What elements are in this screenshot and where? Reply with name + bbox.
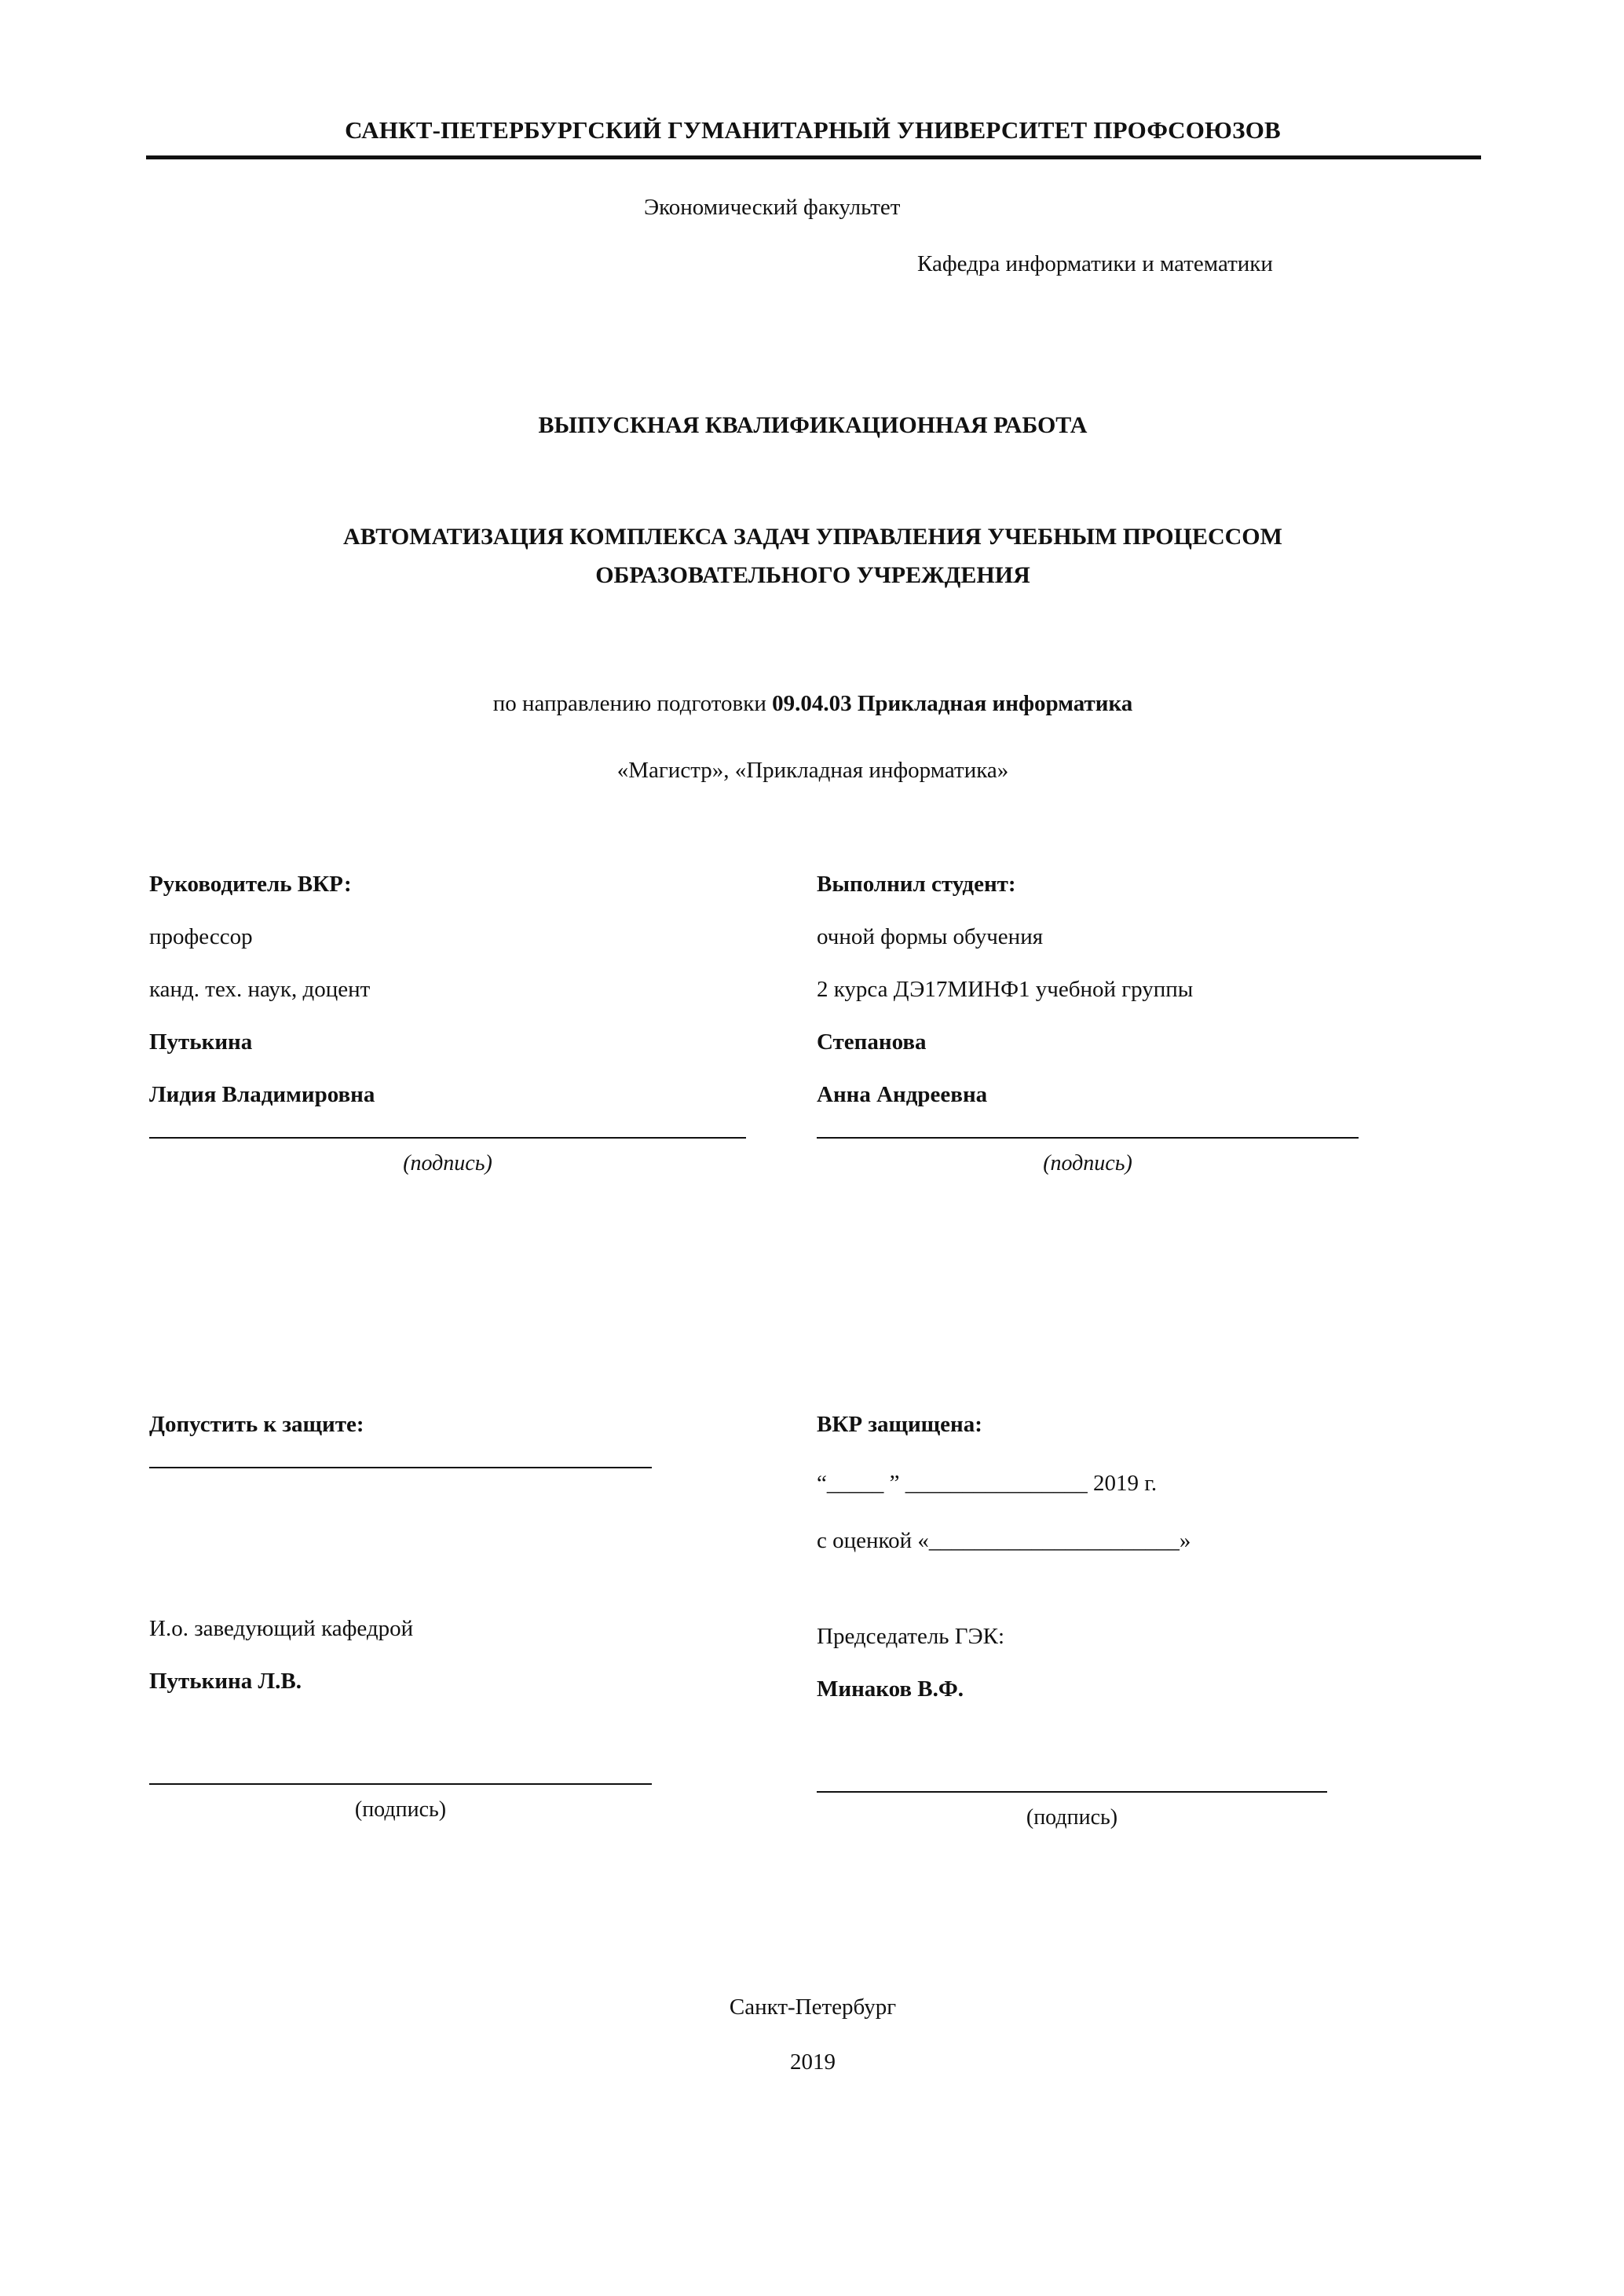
student-signature-line [817,1136,1359,1139]
head-of-department-person: Путькина Л.В. [149,1669,302,1694]
admission-block [149,1413,770,1481]
supervisor-signature-line [149,1136,746,1139]
head-of-department-signature-line [149,1782,652,1785]
city-label: Санкт-Петербург [729,1994,897,2020]
defense-date-line: “_____ ” ________________ 2019 г. [817,1471,1158,1496]
student-block [817,873,1445,1176]
head-of-department-block [149,1618,770,1823]
year-label: 2019 [790,2049,836,2075]
study-direction-prefix: по направлению подготовки [492,691,773,716]
header-divider [146,155,1481,159]
student-group: 2 курса ДЭ17МИНФ1 учебной группы [817,977,1194,1002]
work-type: ВЫПУСКНАЯ КВАЛИФИКАЦИОННАЯ РАБОТА [538,412,1088,438]
head-of-department-signature-caption: (подпись) [354,1797,447,1822]
defense-mark-line: с оценкой «______________________» [817,1528,1191,1553]
student-name: Анна Андреевна [817,1082,988,1107]
supervisor-name: Лидия Владимировна [149,1082,375,1107]
supervisor-signature-caption: (подпись) [403,1151,492,1175]
defense-heading: ВКР защищена: [817,1412,982,1437]
supervisor-block [149,873,770,1176]
chair-block [817,1625,1445,1830]
page-title: САНКТ-ПЕТЕРБУРГСКИЙ ГУМАНИТАРНЫЙ УНИВЕРСИТЕТ ПРОФСОЮЗОВ [345,116,1281,144]
student-surname: Степанова [817,1029,927,1055]
supervisor-degree: канд. тех. наук, доцент [149,977,371,1002]
head-of-department-role: И.о. заведующий кафедрой [149,1616,414,1641]
supervisor-surname: Путькина [149,1029,253,1055]
study-direction [149,691,1476,717]
supervisor-heading: Руководитель ВКР: [149,872,352,897]
chair-signature-caption: (подпись) [1026,1805,1118,1830]
defense-block [817,1413,1445,1554]
faculty-name: Экономический факультет [644,195,901,220]
supervisor-position: профессор [149,924,253,949]
study-direction-code: 09.04.03 Прикладная информатика [772,691,1133,716]
chair-signature-line [817,1790,1327,1793]
thesis-title [149,518,1476,594]
chair-person: Минаков В.Ф. [817,1676,964,1702]
thesis-title-line-2: ОБРАЗОВАТЕЛЬНОГО УЧРЕЖДЕНИЯ [595,561,1030,588]
admission-signature-line [149,1466,652,1468]
student-form: очной формы обучения [817,924,1044,949]
thesis-title-line-1: АВТОМАТИЗАЦИЯ КОМПЛЕКСА ЗАДАЧ УПРАВЛЕНИЯ УЧЕБНЫМ ПРОЦЕССОМ [343,524,1282,550]
admission-heading: Допустить к защите: [149,1412,364,1437]
degree-program: «Магистр», «Прикладная информатика» [616,758,1009,783]
department-name: Кафедра информатики и математики [917,251,1273,276]
student-heading: Выполнил студент: [817,872,1016,897]
student-signature-caption: (подпись) [1043,1151,1132,1175]
chair-role: Председатель ГЭК: [817,1624,1005,1649]
